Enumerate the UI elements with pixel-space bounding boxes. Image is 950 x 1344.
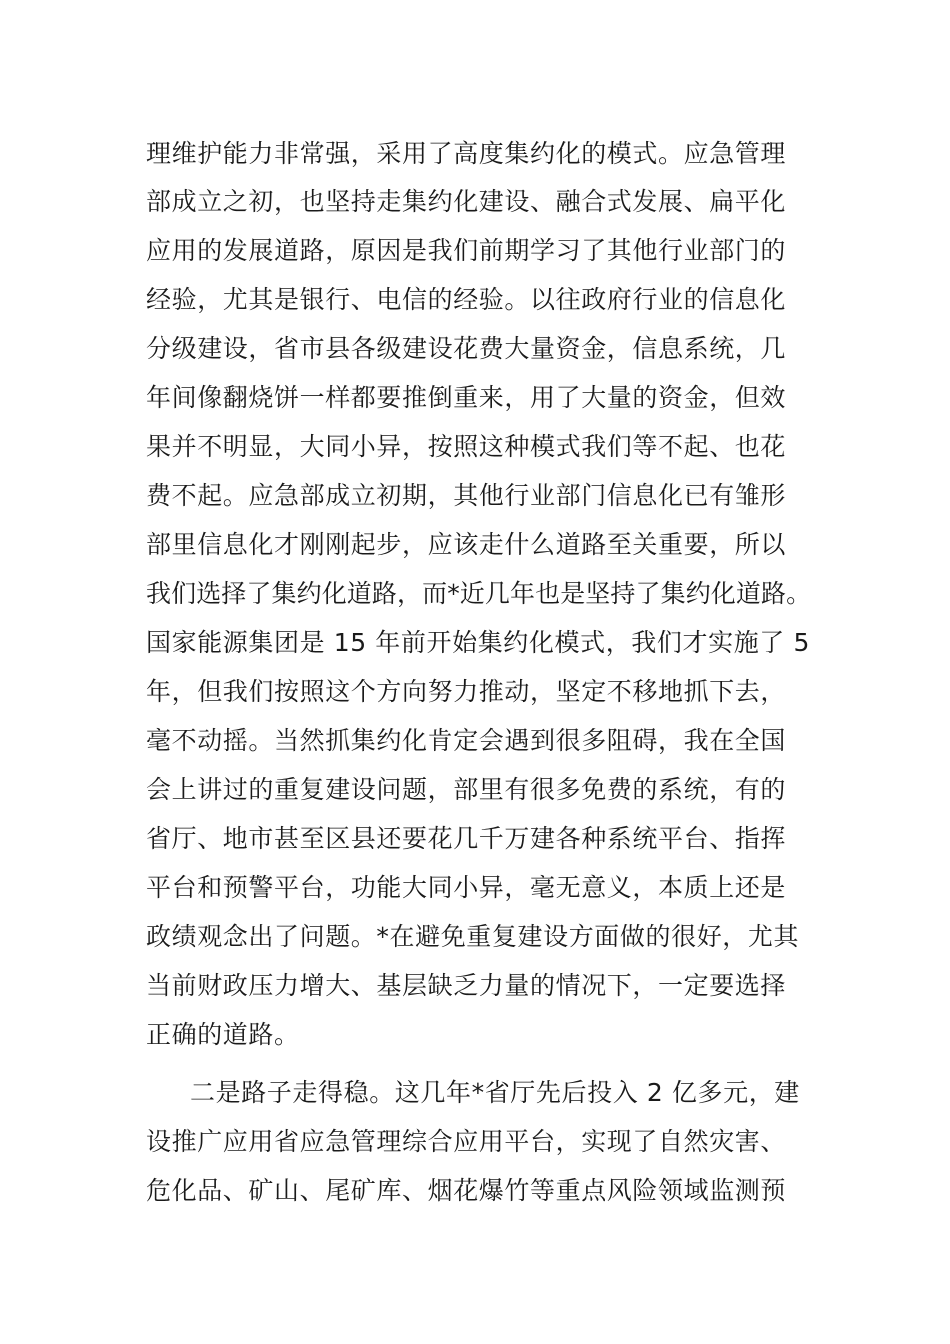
text-line-13: 毫不动摇。当然抓集约化肯定会遇到很多阻碍，我在全国 bbox=[146, 726, 787, 755]
text-line-5: 分级建设，省市县各级建设花费大量资金，信息系统，几 bbox=[146, 334, 787, 363]
text-line-12: 年，但我们按照这个方向努力推动，坚定不移地抓下去， bbox=[146, 677, 787, 706]
text-line-2: 部成立之初，也坚持走集约化建设、融合式发展、扁平化 bbox=[146, 187, 787, 216]
text-line-22: 危化品、矿山、尾矿库、烟花爆竹等重点风险领域监测预 bbox=[146, 1176, 787, 1205]
text-line-10: 我们选择了集约化道路，而*近几年也是坚持了集约化道路。 bbox=[146, 579, 812, 608]
text-line-18: 当前财政压力增大、基层缺乏力量的情况下，一定要选择 bbox=[146, 971, 787, 1000]
text-line-20: 二是路子走得稳。这几年*省厅先后投入 2 亿多元，建 bbox=[190, 1078, 800, 1107]
text-line-15: 省厅、地市甚至区县还要花几千万建各种系统平台、指挥 bbox=[146, 824, 787, 853]
text-line-19: 正确的道路。 bbox=[146, 1020, 300, 1049]
text-line-17: 政绩观念出了问题。*在避免重复建设方面做的很好，尤其 bbox=[146, 922, 800, 951]
text-line-3: 应用的发展道路，原因是我们前期学习了其他行业部门的 bbox=[146, 236, 787, 265]
text-line-11: 国家能源集团是 15 年前开始集约化模式，我们才实施了 5 bbox=[146, 628, 810, 657]
text-line-14: 会上讲过的重复建设问题，部里有很多免费的系统，有的 bbox=[146, 775, 787, 804]
text-line-8: 费不起。应急部成立初期，其他行业部门信息化已有雏形 bbox=[146, 481, 787, 510]
text-line-21: 设推广应用省应急管理综合应用平台，实现了自然灾害、 bbox=[146, 1127, 787, 1156]
text-line-16: 平台和预警平台，功能大同小异，毫无意义，本质上还是 bbox=[146, 873, 787, 902]
text-line-4: 经验，尤其是银行、电信的经验。以往政府行业的信息化 bbox=[146, 285, 787, 314]
text-line-7: 果并不明显，大同小异，按照这种模式我们等不起、也花 bbox=[146, 432, 787, 461]
text-line-6: 年间像翻烧饼一样都要推倒重来，用了大量的资金，但效 bbox=[146, 383, 787, 412]
text-line-1: 理维护能力非常强，采用了高度集约化的模式。应急管理 bbox=[146, 139, 787, 168]
text-line-9: 部里信息化才刚刚起步，应该走什么道路至关重要，所以 bbox=[146, 530, 787, 559]
